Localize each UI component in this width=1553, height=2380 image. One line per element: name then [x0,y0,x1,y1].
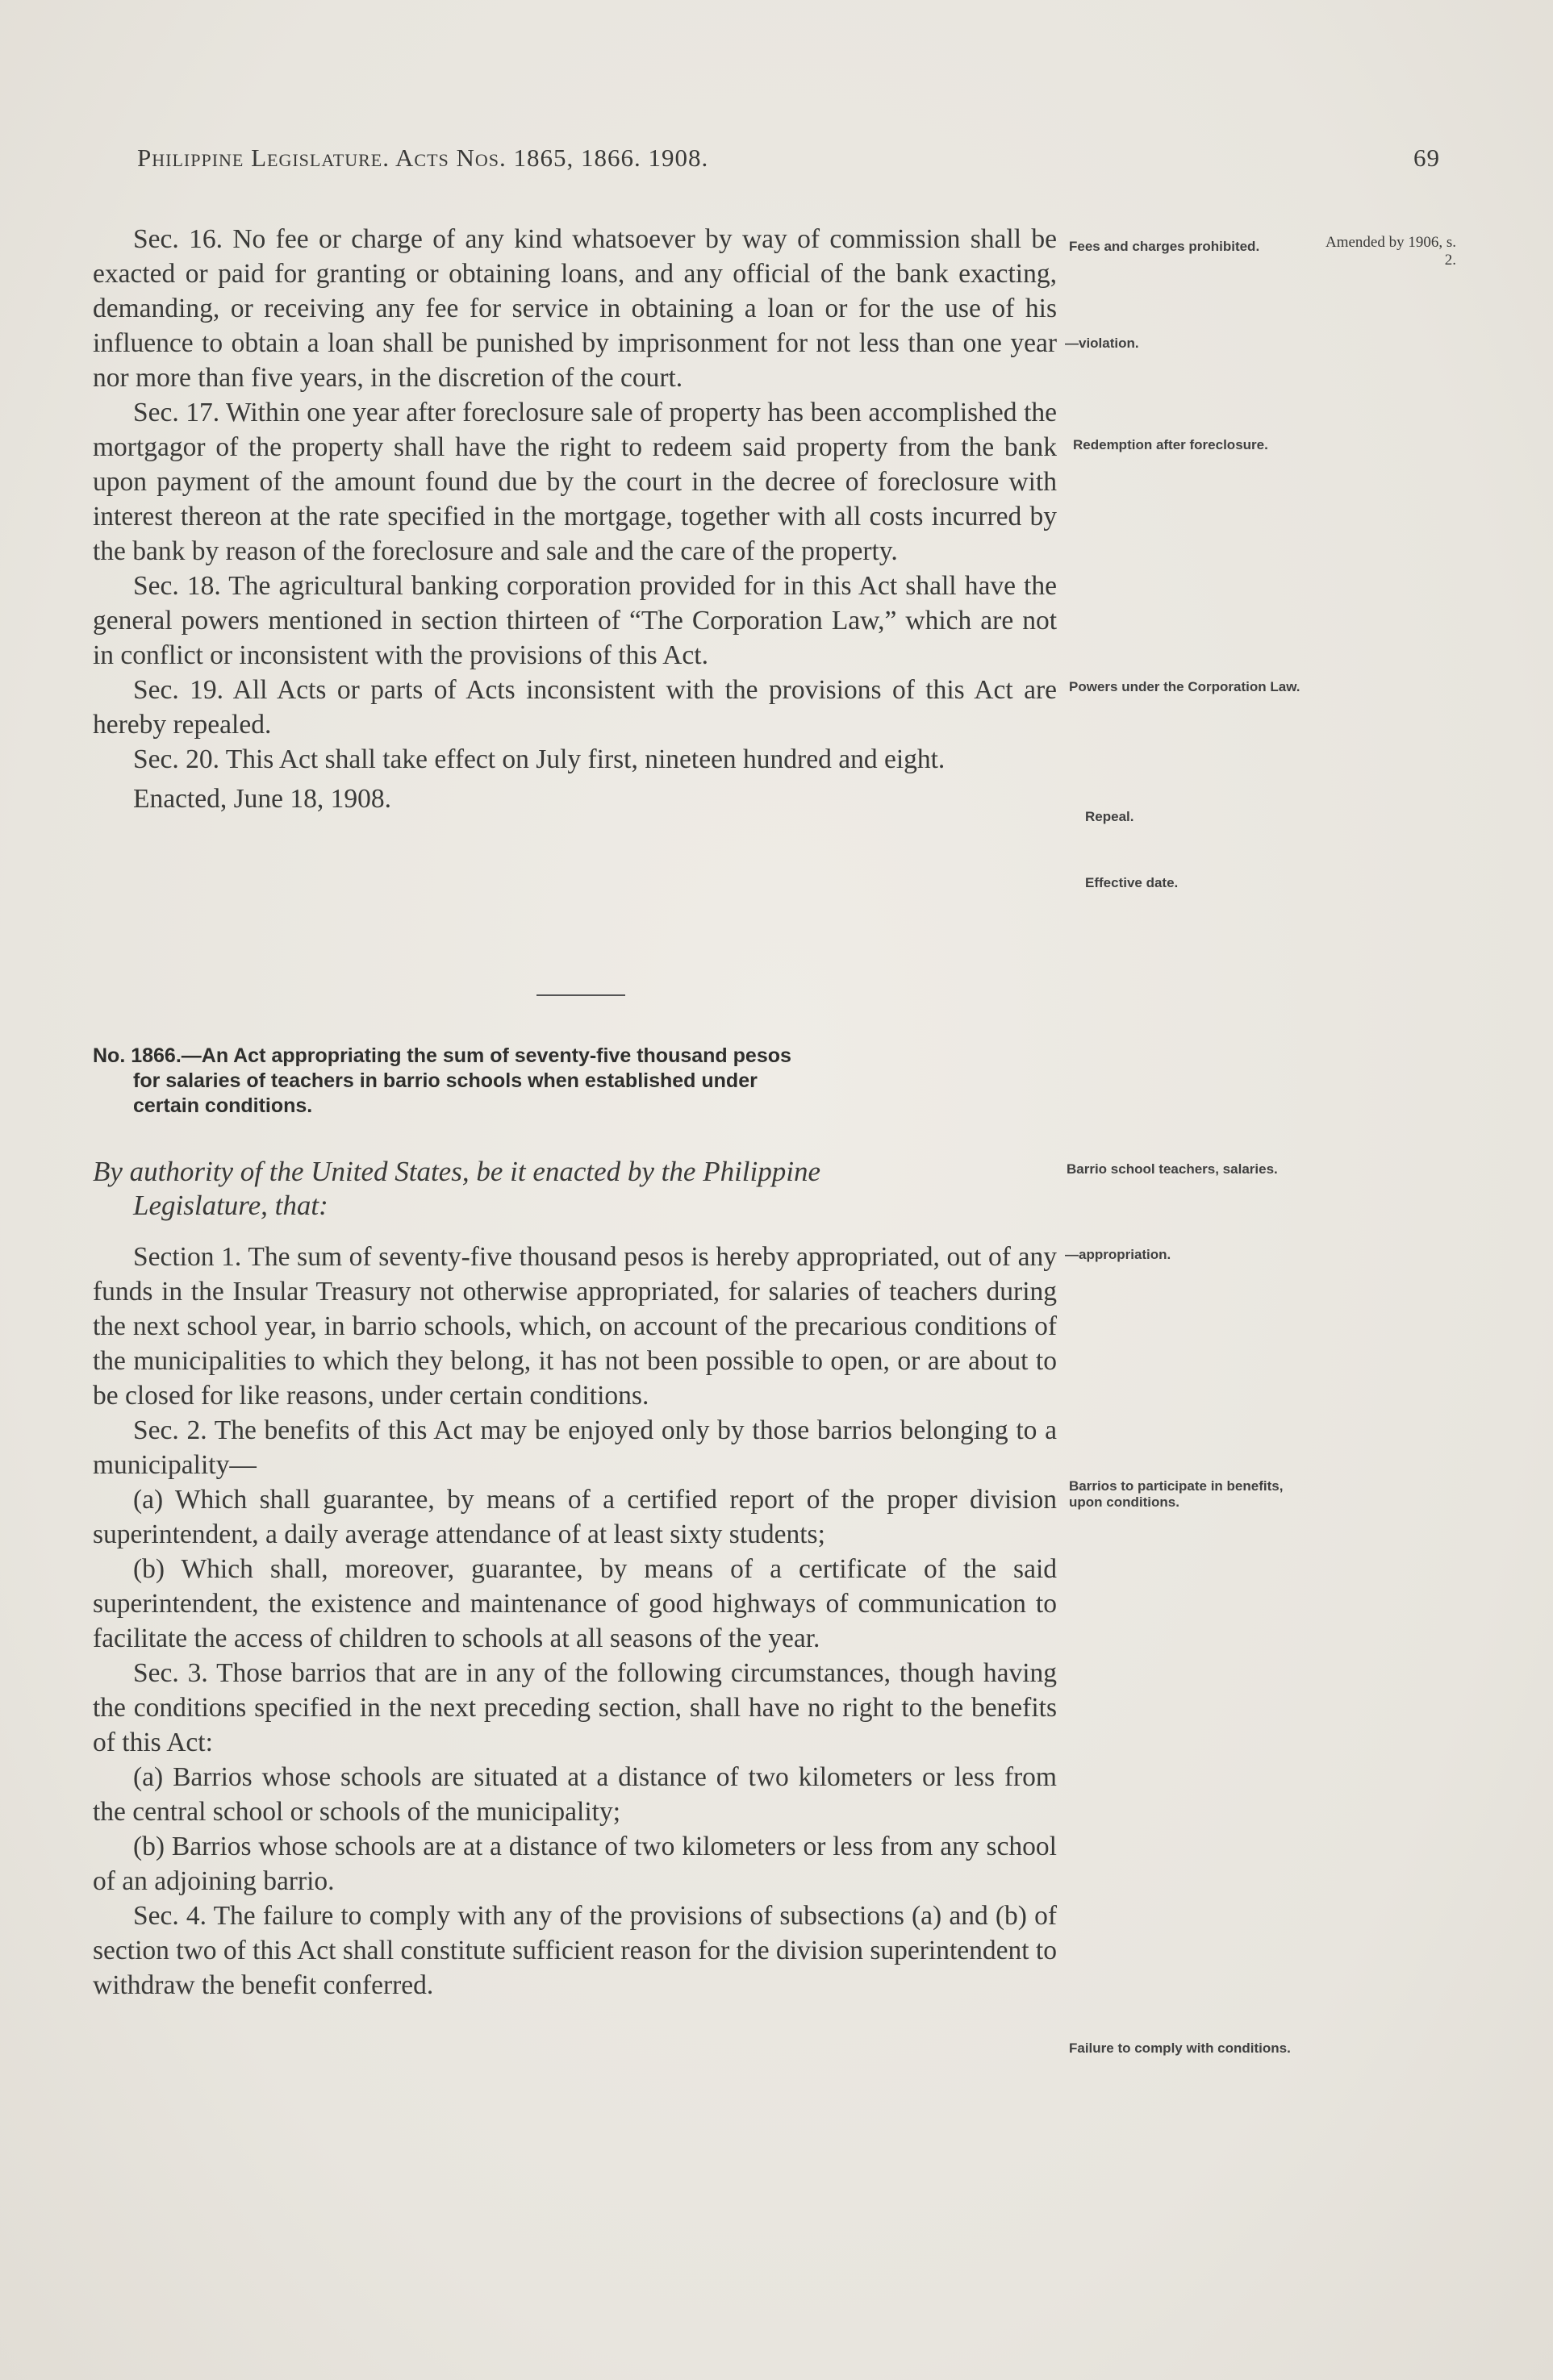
enacted-date: Enacted, June 18, 1908. [133,784,392,814]
section-1: Section 1. The sum of seventy-five thousand pesos is hereby appropriated, out of any funds in the Insular Treasury not otherwise appropriated, for salaries of teachers during the next school year, in barrio schools, which, on account of the precarious conditions of the municipalities to which they belong, it has not been possible to open, or are about to be closed for like reasons, under certain conditions. [93,1242,1057,1411]
enacting-line: By authority of the United States, be it enacted by the Philippine [93,1156,821,1187]
margin-note-repeal: Repeal. [1085,809,1134,824]
running-header: Philippine Legislature. Acts Nos. 1865, 1866. 1908. [137,144,709,172]
enacting-line: Legislature, that: [133,1190,328,1221]
act-title-line: No. 1866.—An Act appropriating the sum of seventy-five thousand pesos [93,1044,791,1067]
margin-note-powers: Powers under the Corporation Law. [1069,679,1300,694]
section-18: Sec. 18. The agricultural banking corporation provided for in this Act shall have the general powers mentioned in section thirteen of “The Corporation Law,” which are not in conflict or inconsistent with the provisions of this Act. [93,571,1057,670]
enacting-clause [93,1155,1057,1223]
margin-note-fees: Fees and charges prohibited. [1069,239,1260,254]
page-number: 69 [1413,144,1440,172]
section-17: Sec. 17. Within one year after foreclosure sale of property has been accomplished the mortgagor of the property shall have the right to redeem said property from the bank upon payment of the amount found due by the court in the decree of foreclosure with interest thereon at the rate specified in the mortgage, together with all costs incurred by the bank by reason of the foreclosure and sale and the care of the property. [93,398,1057,566]
section-3: Sec. 3. Those barrios that are in any of the following circumstances, though having the conditions specified in the next preceding section, shall have no right to the benefits of this Act: [93,1658,1057,1757]
margin-note-redemption: Redemption after foreclosure. [1073,437,1268,452]
section-2b: (b) Which shall, moreover, guarantee, by means of a certificate of the said superintendent, the existence and maintenance of good highways of communication to facilitate the access of children to schools at all seasons of the year. [93,1554,1057,1653]
margin-note-barrio-teachers: Barrio school teachers, salaries. [1067,1161,1278,1177]
act-title-line: for salaries of teachers in barrio schools when established under [133,1069,758,1092]
section-divider [536,994,625,996]
section-3a: (a) Barrios whose schools are situated at a distance of two kilometers or less from the central school or schools of the municipality; [93,1762,1057,1827]
section-2: Sec. 2. The benefits of this Act may be enjoyed only by those barrios belonging to a municipality— [93,1415,1057,1480]
margin-note-amended: Amended by 1906, s. 2. [1325,234,1456,269]
margin-note-failure: Failure to comply with conditions. [1069,2040,1291,2056]
act-1866-body [93,1240,1057,2003]
act-1866-title [93,1044,1057,1119]
margin-note-effective: Effective date. [1085,875,1179,890]
section-16: Sec. 16. No fee or charge of any kind whatsoever by way of commission shall be exacted or paid for granting or obtaining loans, and any official of the bank exacting, demanding, or receiving any fee for service in obtaining a loan or for the use of his influence to obtain a loan shall be punished by imprisonment for not less than one year nor more than five years, in the discretion of the court. [93,224,1057,393]
margin-note-violation: —violation. [1065,336,1139,351]
section-3b: (b) Barrios whose schools are at a distance of two kilometers or less from any school of an adjoining barrio. [93,1832,1057,1896]
section-19: Sec. 19. All Acts or parts of Acts inconsistent with the provisions of this Act are hereby repealed. [93,675,1057,740]
margin-note-appropriation: —appropriation. [1065,1247,1171,1262]
act-title-line: certain conditions. [133,1094,313,1117]
section-2a: (a) Which shall guarantee, by means of a certified report of the proper division superintendent, a daily average attendance of at least sixty students; [93,1485,1057,1549]
section-20: Sec. 20. This Act shall take effect on July first, nineteen hundred and eight. [133,744,946,774]
act-1865-body [93,222,1057,816]
margin-note-barrios-participate: Barrios to participate in benefits, upon conditions. [1069,1478,1284,1510]
section-4: Sec. 4. The failure to comply with any of the provisions of subsections (a) and (b) of section two of this Act shall constitute sufficient reason for the division superintendent to withdraw the benefit conferred. [93,1901,1057,2000]
